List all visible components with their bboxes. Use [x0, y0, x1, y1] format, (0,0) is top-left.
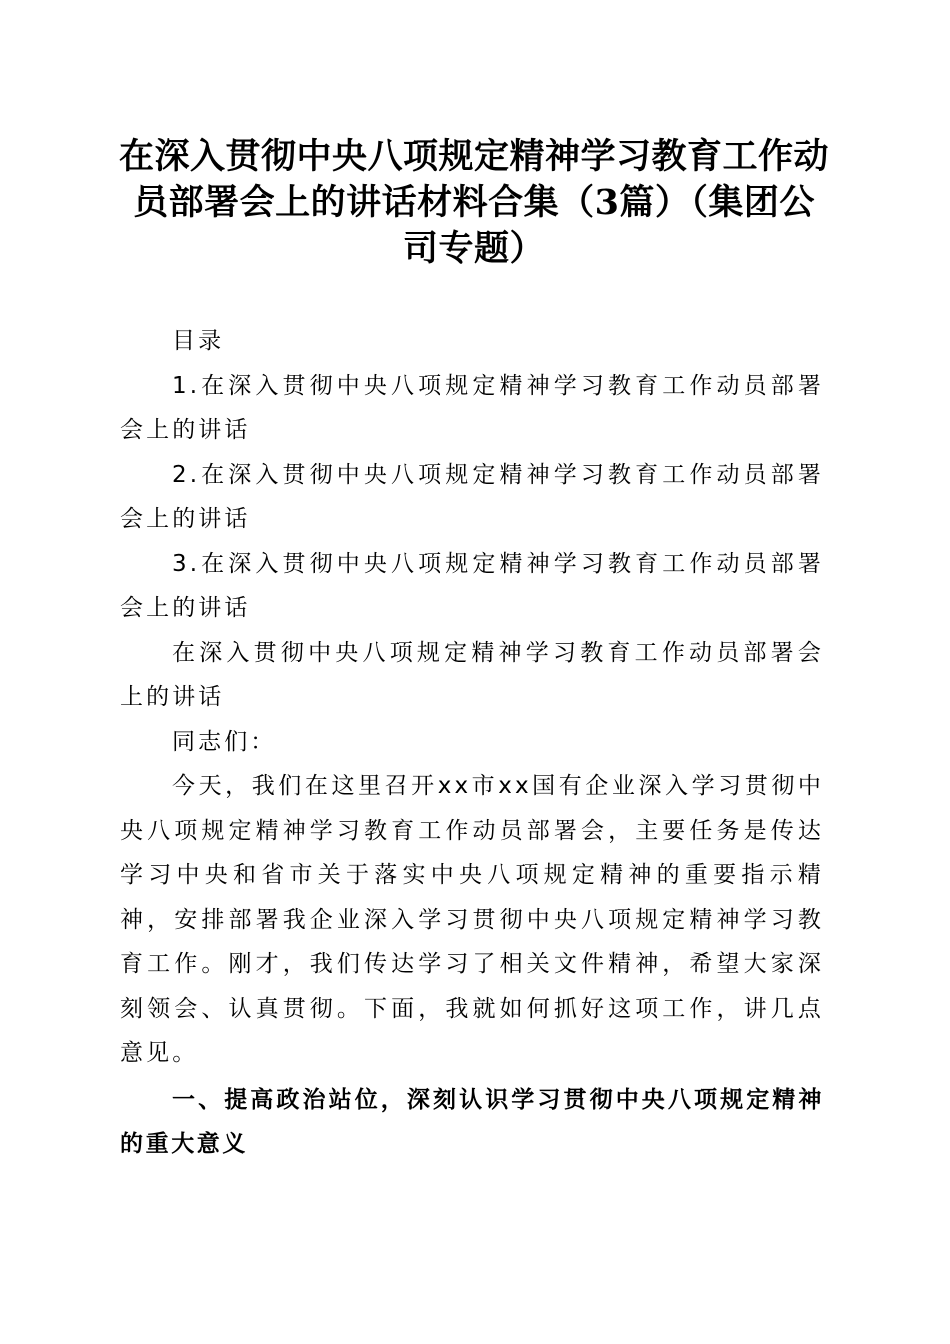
toc-item-3: 3.在深入贯彻中央八项规定精神学习教育工作动员部署会上的讲话: [120, 550, 824, 621]
toc-item-2: 2.在深入贯彻中央八项规定精神学习教育工作动员部署会上的讲话: [120, 461, 824, 532]
document-title: 在深入贯彻中央八项规定精神学习教育工作动员部署会上的讲话材料合集（3篇）（集团公司专题）: [118, 136, 829, 269]
section-heading-1: 一、提高政治站位，深刻认识学习贯彻中央八项规定精神的重大意义: [120, 1086, 824, 1157]
salutation: 同志们：: [172, 728, 277, 755]
speech-title: 在深入贯彻中央八项规定精神学习教育工作动员部署会上的讲话: [120, 639, 824, 710]
intro-paragraph: 今天，我们在这里召开xx市xx国有企业深入学习贯彻中央八项规定精神学习教育工作动员部署会，主要任务是传达学习中央和省市关于落实中央八项规定精神的重要指示精神，安排部署我企业深入学习贯彻中央八项规定精神学习教育工作。刚才，我们传达学习了相关文件精神，希望大家深刻领会、认真贯彻。下面，我就如何抓好这项工作，讲几点意见。: [120, 773, 824, 1066]
toc-heading: 目录: [172, 328, 225, 354]
toc-item-1: 1.在深入贯彻中央八项规定精神学习教育工作动员部署会上的讲话: [120, 372, 824, 443]
document-body: [120, 319, 824, 1167]
